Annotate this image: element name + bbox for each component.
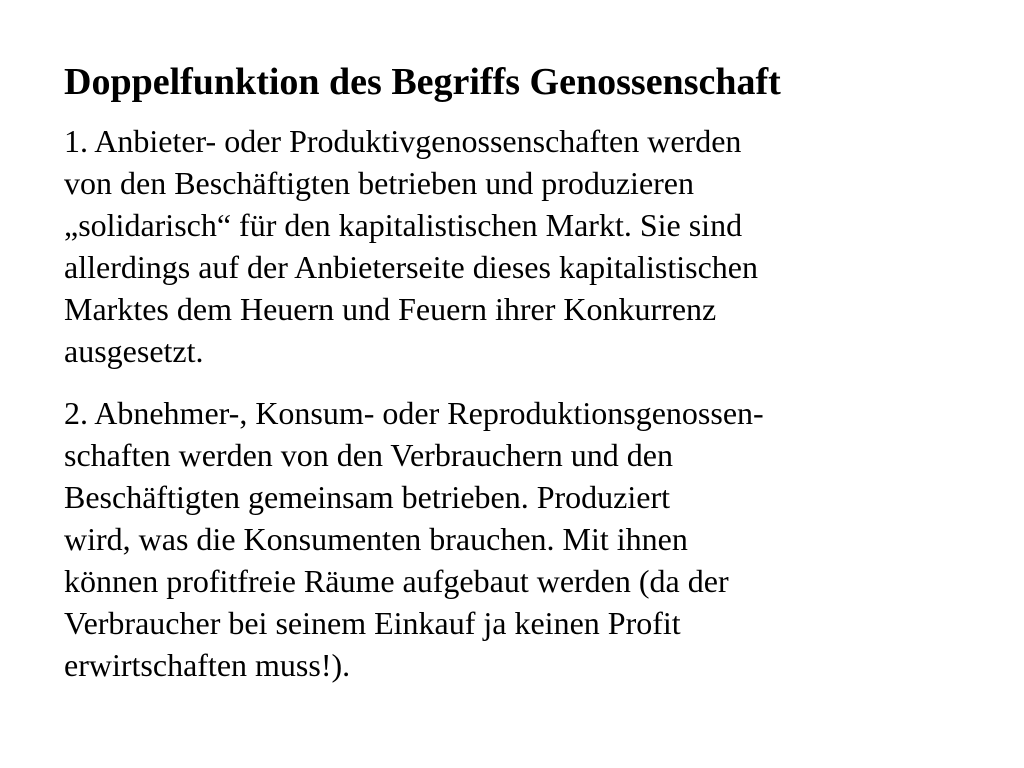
text-line: Verbraucher bei seinem Einkauf ja keinen Profit — [64, 605, 681, 641]
text-line: 1. Anbieter- oder Produktivgenossenschaften werden — [64, 123, 742, 159]
text-line: von den Beschäftigten betrieben und produzieren — [64, 165, 694, 201]
slide-title: Doppelfunktion des Begriffs Genossenschaft — [64, 61, 781, 103]
text-line: Marktes dem Heuern und Feuern ihrer Konkurrenz — [64, 291, 717, 327]
text-line: ausgesetzt. — [64, 333, 204, 369]
paragraph-consumer-cooperatives — [64, 392, 764, 686]
text-line: erwirtschaften muss!). — [64, 647, 351, 683]
text-line: „solidarisch“ für den kapitalistischen Markt. Sie sind — [64, 207, 743, 243]
text-line: schaften werden von den Verbrauchern und den — [64, 437, 673, 473]
text-line: Beschäftigten gemeinsam betrieben. Produziert — [64, 479, 671, 515]
text-line: 2. Abnehmer-, Konsum- oder Reproduktionsgenossen- — [64, 395, 764, 431]
text-line: wird, was die Konsumenten brauchen. Mit ihnen — [64, 521, 688, 557]
text-line: allerdings auf der Anbieterseite dieses kapitalistischen — [64, 249, 758, 285]
paragraph-producer-cooperatives — [64, 120, 758, 372]
text-line: können profitfreie Räume aufgebaut werden (da der — [64, 563, 729, 599]
